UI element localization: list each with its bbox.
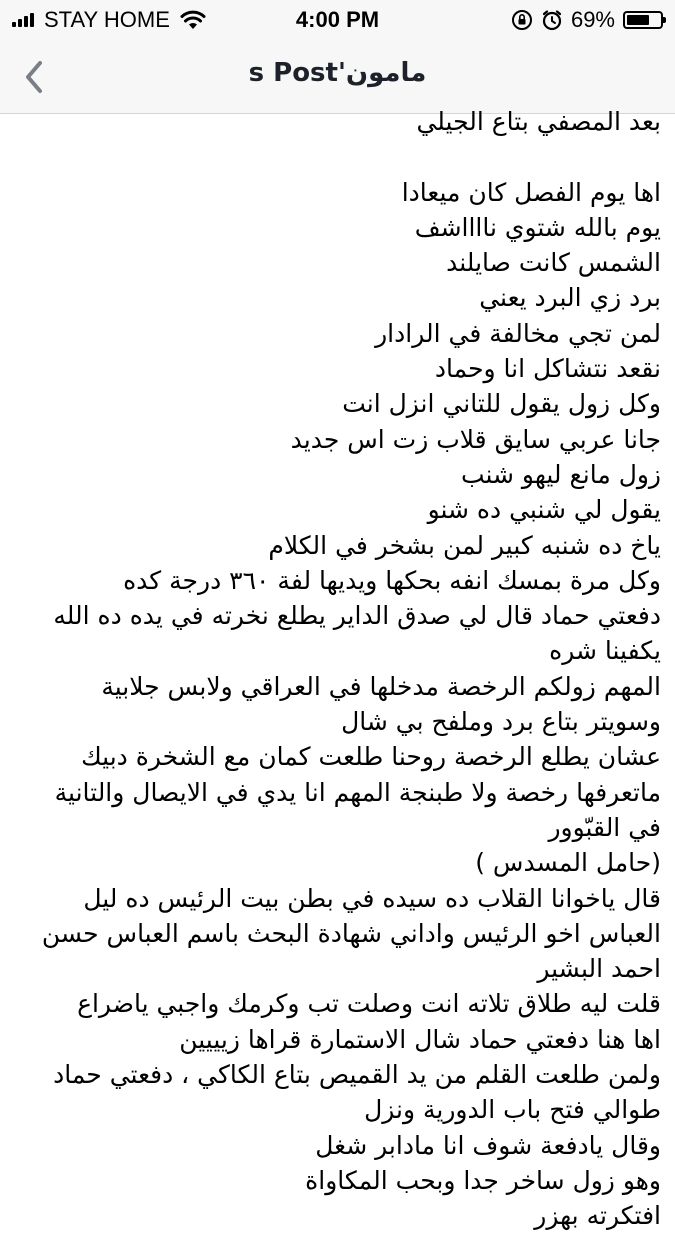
- orientation-lock-icon: [511, 9, 533, 31]
- post-line: اها يوم الفصل كان ميعادا: [401, 177, 661, 207]
- post-viewport[interactable]: [0, 107, 675, 1231]
- post-line: قال ياخوانا القلاب ده سيده في بطن بيت الرئيس ده ليل العباس اخو الرئيس واداني شهادة البحث باسم العباس حسن احمد البشير: [41, 883, 661, 984]
- post-line: ماتعرفها رخصة ولا طبنجة المهم انا يدي في الايصال والتانية في القبّوور: [54, 777, 661, 842]
- post-line: ولمن طلعت القلم من يد القميص بتاع الكاكي ، دفعتي حماد طوالي فتح باب الدورية ونزل: [53, 1060, 661, 1125]
- battery-level-fill: [627, 15, 649, 25]
- post-line: قلت ليه طلاق تلاته انت وصلت تب وكرمك واجبي ياضراع: [77, 989, 661, 1019]
- battery-icon: [623, 11, 663, 29]
- nav-bar: [0, 40, 675, 114]
- post-line: المهم زولكم الرخصة مدخلها في العراقي ولابس جلابية وسويتر بتاع برد وملفح بي شال: [101, 671, 661, 737]
- back-button[interactable]: [14, 54, 54, 100]
- post-line: وقال يادفعة شوف انا مادابر شغل: [315, 1130, 661, 1160]
- status-right: [511, 7, 663, 33]
- post-line: الشمس كانت صايلند: [446, 248, 661, 278]
- post-line: يوم بالله شتوي نااااشف: [414, 212, 661, 242]
- chevron-left-icon: [24, 60, 44, 94]
- post-line: [32, 139, 661, 174]
- page-title: مامون's Post: [248, 58, 427, 88]
- post-line: نقعد نتشاكل انا وحماد: [434, 354, 661, 384]
- post-line: دفعتي حماد قال لي صدق الداير يطلع نخرته في يده ده الله يكفينا شره: [53, 601, 661, 666]
- post-line: زول مانع ليهو شنب: [460, 459, 661, 489]
- post-line: (حامل المسدس ): [475, 848, 661, 878]
- post-line: يقول لي شنبي ده شنو: [427, 495, 661, 525]
- post-line: برد زي البرد يعني: [479, 283, 661, 313]
- post-body: [32, 104, 661, 1234]
- post-line: وهو زول ساخر جدا وبحب المكاواة: [305, 1165, 661, 1195]
- status-bar: [0, 0, 675, 40]
- post-line: ياخ ده شنبه كبير لمن بشخر في الكلام: [268, 530, 661, 560]
- post-line: بعد المصفي بتاع الجيلي: [416, 107, 661, 136]
- post-line: جانا عربي سايق قلاب زت اس جديد: [290, 424, 661, 454]
- post-line: اها هنا دفعتي حماد شال الاستمارة قراها زيييين: [179, 1024, 661, 1054]
- battery-percent: 69%: [570, 7, 615, 32]
- post-line: لمن تجي مخالفة في الرادار: [375, 318, 661, 348]
- post-line: افتكرته بهزر: [534, 1201, 661, 1231]
- post-line: وكل زول يقول للتاني انزل انت: [342, 389, 661, 419]
- status-time: 4:00 PM: [295, 7, 380, 32]
- carrier-label: STAY HOME: [44, 7, 170, 32]
- post-line: وكل مرة بمسك انفه بحكها ويديها لفة ٣٦٠ درجة كده: [123, 565, 661, 595]
- alarm-icon: [541, 9, 563, 31]
- post-line: عشان يطلع الرخصة روحنا طلعت كمان مع الشخرة دبيك: [81, 742, 661, 772]
